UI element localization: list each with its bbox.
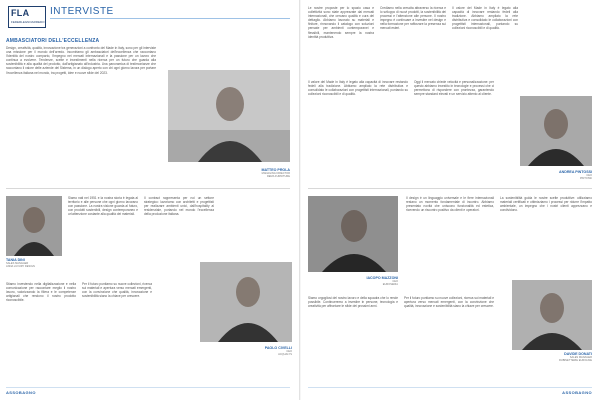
portrait-matteo-prola	[168, 70, 290, 162]
caption-andrea-pintossi	[500, 170, 592, 181]
text-column: Siamo nati nel 1951 e la nostra storia è legata al territorio e alle persone che ogni giorno lavorano con passione. La nostra visione guarda al futuro, con prodotti sostenibili, design contemporaneo e un'attenzione costante alla qualità dei materiali.	[68, 196, 138, 217]
logo-subtext: FEDERLEGNOARREDO	[11, 20, 45, 24]
footer-label: ASSOBAGNO	[6, 390, 36, 395]
header-rule	[50, 18, 290, 19]
portrait-davide-donati	[512, 280, 592, 350]
text-column: Le nostre proposte per lo spazio casa e collettività sono state apprezzate dai mercati internazionali, che cercano qualità e cura del dettaglio. Abbiamo lavorato su materiali e finiture, rinnovando il catalogo con soluzioni pensate per ambienti contemporanei e flessibili, mantenendo sempre la nostra identità produttiva.	[308, 6, 374, 39]
portrait-andrea-pintossi	[520, 96, 592, 166]
divider	[308, 188, 592, 189]
right-page	[300, 0, 600, 400]
person-role: SALES MANAGER	[6, 262, 29, 265]
person-name: PAOLO CIVELLI	[264, 346, 292, 350]
person-company: DEMA FURNITURE	[266, 175, 290, 179]
text-column: Crediamo nella crescita attraverso la ricerca e lo sviluppo di nuovi prodotti, la sostenibilità dei processi e l'attenzione alle persone. Il nostro impegno è continuare a investire nel design e nella formazione per rafforzare la presenza sui mercati esteri.	[380, 6, 446, 31]
caption-paolo-civelli	[200, 346, 292, 357]
portrait-iacopo-mazzoni	[308, 196, 398, 272]
footer-label: ASSOBAGNO	[562, 390, 592, 395]
text-column: Per il futuro puntiamo su nuove collezioni, ricerca sui materiali e apertura verso mercati emergenti, con la convinzione che qualità, innovazione e sostenibilità siano la chiave per crescere.	[404, 296, 494, 309]
text-column: Il valore del Made in Italy è legato alla capacità di innovare restando fedeli alla tradizione. Abbiamo ampliato la rete distributiva e consolidato le collaborazioni con progettisti internazionali, puntando su collezioni riconoscibili e di qualità.	[308, 80, 408, 97]
person-company: EUROSEDIA	[382, 283, 398, 287]
text-column: Il design è un linguaggio universale e le fiere internazionali restano un momento fondamentale di incontro. Abbiamo presentato novità che uniscono funzionalità ed estetica, ricevendo un riscontro positivo da clienti e operatori.	[406, 196, 494, 213]
text-column: Il valore del Made in Italy è legato alla capacità di innovare restando fedeli alla tradizione. Abbiamo ampliato la rete distributiva e consolidato le collaborazioni con progettisti internazionali, puntando su collezioni riconoscibili e di qualità.	[452, 6, 518, 31]
section-title: INTERVISTE	[50, 6, 114, 17]
person-company: PINTOSSI	[579, 177, 592, 181]
person-name: ANDREA PINTOSSI	[559, 170, 592, 174]
text-column: Siamo orgogliosi del nostro lavoro e della squadra che lo rende possibile. Continueremo a investire in persone, tecnologia e creatività per affrontare le sfide dei prossimi anni.	[308, 296, 398, 309]
person-company: ACQUALYS	[278, 353, 292, 357]
text-column: La sostenibilità guida le nostre scelte produttive: utilizziamo materiali certificati e ottimizziamo i processi per ridurre l'impatto ambientale, un impegno che i nostri clienti apprezzano e condividono.	[500, 196, 592, 213]
person-role: CEO	[286, 350, 292, 353]
person-name: DAVIDE DONATI	[564, 352, 592, 356]
ambassadors-intro	[6, 38, 156, 178]
footer-rule	[6, 387, 290, 388]
person-role: CEO	[586, 174, 592, 177]
fla-logo	[8, 6, 46, 28]
text-column: Per il futuro puntiamo su nuove collezioni, ricerca sui materiali e apertura verso mercati emergenti, con la convinzione che qualità, innovazione e sostenibilità siano la chiave per crescere.	[82, 282, 152, 299]
footer-rule	[308, 387, 592, 388]
person-name: IACOPO MAZZONI	[366, 276, 398, 280]
person-role: SALES MANAGER	[569, 356, 592, 359]
text-column: Oggi il mercato chiede velocità e personalizzazione: per questo abbiamo investito in tecnologie e processi che ci permettono di rispondere con prontezza, garantendo sempre standard elevati e un servizio attento al cliente.	[414, 80, 494, 97]
person-name: TANIA DINI	[6, 258, 25, 262]
person-role: MANAGING DIRECTOR	[261, 172, 290, 175]
text-column: Il contract rappresenta per noi un settore strategico: lavoriamo con architetti e progettisti per realizzare ambienti unici, dall'hospitality al residenziale, portando nel mondo l'eccellenza della produzione italiana.	[144, 196, 214, 217]
person-company: ANNA LUXURY DESIGN	[6, 265, 35, 269]
text-column: Stiamo investendo nella digitalizzazione e nella comunicazione per raccontare meglio il nostro lavoro, valorizzando la filiera e le competenze artigianali che rendono il nostro prodotto riconoscibile.	[6, 282, 76, 303]
portrait-tania-dini	[6, 196, 62, 256]
ambassadors-title: AMBASCIATORI DELL'ECCELLENZA	[6, 38, 100, 44]
caption-tania-dini	[6, 258, 66, 269]
caption-davide-donati	[500, 352, 592, 363]
ambassadors-body: Design, creatività, qualità, innovazione tra generazioni a confronto del Made in Italy, sono per gli interviste una missione per il mondo dell'arredo. Incontriamo gli ambasciatori dell'eccellenza che raccontano l'identità del nostro comparto, l'impegno nei mercati internazionali e la passione per un lavoro che continua a evolvere. Tendenze, scelte e investimenti nella ricerca per un futuro che guarda alla sostenibilità e alla qualità del prodotto, dall'artigianato all'industria. Una panoramica di testimonianze che raccontano il valore delle aziende del Sistema, in un dialogo aperto con chi ogni giorno lavora per portare l'eccellenza italiana nel mondo, tra progetti, idee e nuove sfide del 2023.	[6, 46, 156, 75]
caption-matteo-prola	[200, 168, 290, 179]
caption-iacopo-mazzoni	[308, 276, 398, 287]
portrait-paolo-civelli	[200, 262, 292, 342]
person-company: RUBINETTERIE EUROLINE	[558, 359, 592, 363]
divider	[6, 188, 290, 189]
person-name: MATTEO PROLA	[261, 168, 290, 172]
logo-text: FLA	[11, 8, 30, 18]
person-role: CEO	[392, 280, 398, 283]
